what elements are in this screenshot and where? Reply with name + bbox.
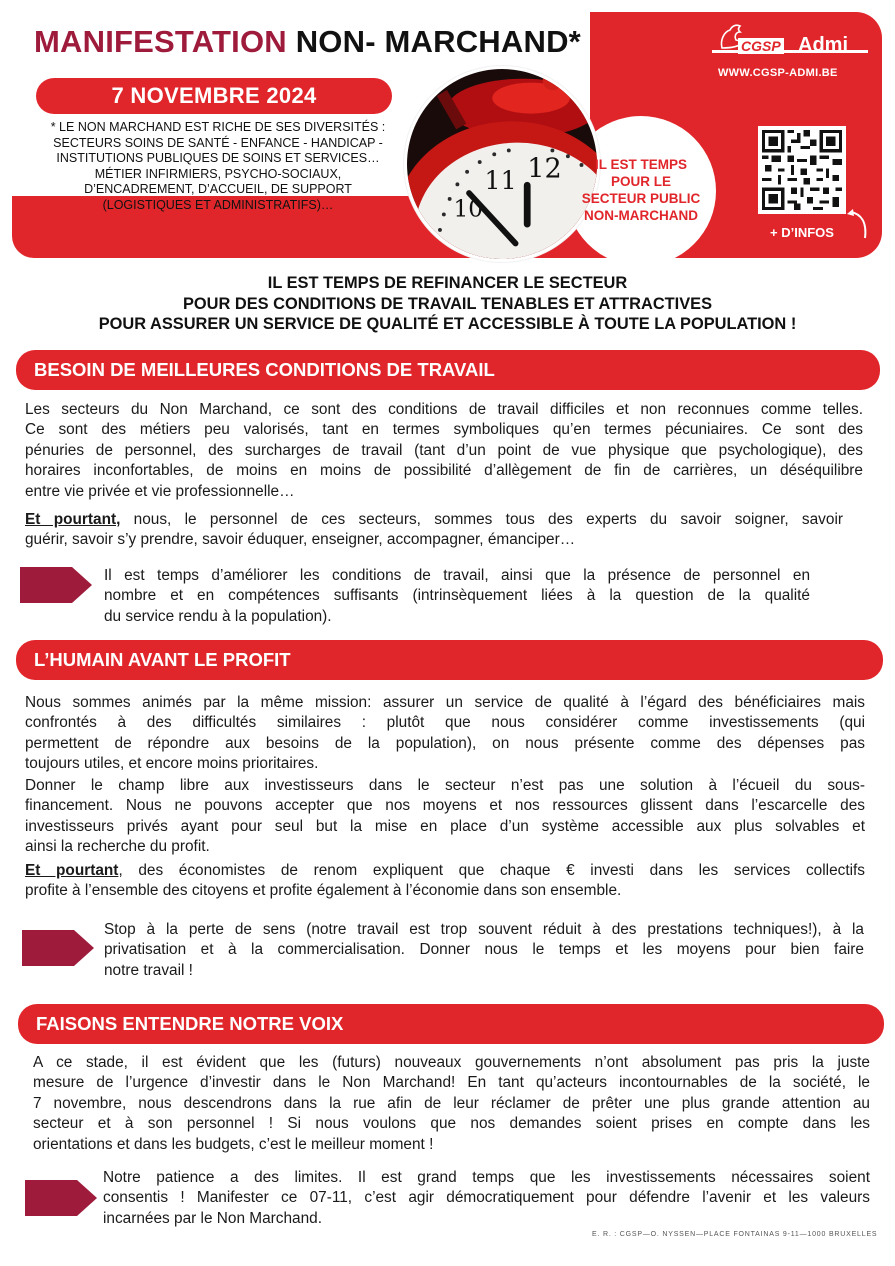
section-1-pourtant (25, 510, 843, 551)
section-title-voix: FAISONS ENTENDRE NOTRE VOIX (18, 1004, 884, 1044)
text-line: mesure de l’urgence d’investir dans le Non Marchand! En tant qu’acteurs incontournables de la société, le (33, 1074, 870, 1092)
title-part-manifestation: MANIFESTATION (34, 24, 287, 59)
sectors-note-line: MÉTIER INFIRMIERS, PSYCHO-SOCIAUX, (94, 166, 342, 181)
emphasis-et-pourtant: Et pourtant, (25, 511, 121, 528)
section-2-pourtant (25, 861, 865, 902)
date-badge: 7 NOVEMBRE 2024 (36, 78, 392, 114)
headline-line: IL EST TEMPS DE REFINANCER LE SECTEUR (267, 274, 628, 292)
text-line: ainsi la recherche du profit. (25, 838, 210, 856)
logo-admi: Admi (798, 34, 848, 56)
logo-cgsp: CGSP (738, 38, 784, 54)
time-message-line: SECTEUR PUBLIC (581, 191, 701, 206)
publisher-footer: E. R. : CGSP—O. NYSSEN—PLACE FONTAINAS 9-11—1000 BRUXELLES (592, 1231, 878, 1238)
section-3-paragraph (33, 1053, 870, 1155)
curved-arrow-icon (845, 208, 871, 244)
time-message (578, 156, 704, 224)
text-line: Donner le champ libre aux investisseurs dans le secteur n’est pas une solution à l’écueil du sous- (25, 777, 865, 794)
text-line: financement. Nous ne pouvons accepter que nos moyens et nos ressources glissent dans l’escarcelle des (25, 797, 865, 815)
alarm-clock-icon (404, 66, 600, 262)
pentagon-arrow-icon (22, 930, 94, 966)
website-link[interactable]: WWW.CGSP-ADMI.BE (718, 67, 838, 79)
section-1-callout (104, 566, 810, 627)
text-line: nous, le personnel de ces secteurs, sommes tous des experts du savoir soigner, savoir (120, 511, 843, 528)
text-line: nombre et en compétences suffisants (intrinsèquement liées à la question de la qualité (104, 587, 810, 605)
headline-line: POUR ASSURER UN SERVICE DE QUALITÉ ET ACCESSIBLE À TOUTE LA POPULATION ! (98, 315, 797, 333)
text-line: guérir, savoir s’y prendre, savoir éduquer, enseigner, accompagner, émanciper… (25, 531, 576, 549)
section-3-callout (103, 1168, 870, 1229)
sectors-note (32, 120, 404, 214)
headline (0, 273, 895, 335)
text-line: profite à l’ensemble des citoyens et profite également à l’économie dans son ensemble. (25, 882, 622, 900)
text-line: notre travail ! (104, 961, 193, 979)
text-line: toujours utiles, et encore moins prioritaires. (25, 755, 319, 773)
time-message-line: POUR LE (610, 174, 671, 189)
text-line: , des économistes de renom expliquent que chaque € investi dans les services collectifs (118, 862, 865, 879)
text-line: Stop à la perte de sens (notre travail est trop souvent réduit à des prestations techniques!), à la (104, 921, 864, 938)
time-message-line: IL EST TEMPS (594, 157, 687, 172)
text-line: investisseurs privés ayant pour seul but la mise en place d’un système accessible aux plus solvables et (25, 817, 865, 835)
sectors-note-line: INSTITUTIONS PUBLIQUES DE SOINS ET SERVICES… (56, 151, 380, 166)
text-line: permettent de répondre aux besoins de la population), on nous présente comme des dépenses pas (25, 734, 865, 752)
text-line: Les secteurs du Non Marchand, ce sont des conditions de travail difficiles et non reconnues comme telles. (25, 401, 863, 418)
text-line: Il est temps d’améliorer les conditions de travail, ainsi que la présence de personnel en (104, 567, 810, 584)
sectors-note-line: SECTEURS SOINS DE SANTÉ - ENFANCE - HANDICAP - (53, 135, 383, 150)
sectors-note-line: (LOGISTIQUES ET ADMINISTRATIFS)… (102, 197, 334, 212)
sectors-note-line: * LE NON MARCHAND EST RICHE DE SES DIVERSITÉS : (50, 120, 386, 134)
text-line: orientations et dans les budgets, c’est le meilleur moment ! (33, 1135, 434, 1153)
page-title (34, 24, 581, 60)
section-2-paragraph-1 (25, 693, 865, 775)
clock-number-11: 11 (484, 166, 517, 196)
text-line: entre vie privée et vie professionnelle… (25, 482, 295, 500)
text-line: horaires inconfortables, de moins en moins de possibilité d’allègement de fin de carrières, un déséquilibre (25, 462, 863, 480)
sectors-note-line: D’ENCADREMENT, D’ACCUEIL, DE SUPPORT (84, 182, 352, 197)
text-line: du service rendu à la population). (104, 607, 332, 625)
section-1-paragraph (25, 400, 863, 502)
text-line: confrontés à des difficultés similaires : plutôt que nous considérer comme investissements (qui (25, 714, 865, 732)
cgsp-admi-logo (712, 22, 872, 70)
title-part-non-marchand: NON- MARCHAND* (295, 24, 581, 59)
text-line: Nous sommes animés par la même mission: assurer un service de qualité à l’égard des bénéficiaires mais (25, 694, 865, 711)
text-line: pénuries de personnel, des surcharges de travail (tant d’un point de vue physique que psychologique), des (25, 441, 863, 459)
text-line: 7 novembre, nous descendrons dans la rue afin de leur réclamer de prêter une plus grande attention au (33, 1094, 870, 1112)
text-line: A ce stade, il est évident que les (futurs) nouveaux gouvernements n’ont absolument pas pris la juste (33, 1054, 870, 1071)
qr-code-icon[interactable] (758, 126, 846, 214)
section-2-paragraph-2 (25, 776, 865, 858)
more-info-label[interactable]: + D’INFOS (770, 225, 834, 240)
text-line: consentis ! Manifester ce 07-11, c’est agir démocratiquement pour défendre l’avenir et les valeurs (103, 1189, 870, 1207)
clock-number-12: 12 (527, 153, 562, 185)
headline-line: POUR DES CONDITIONS DE TRAVAIL TENABLES ET ATTRACTIVES (182, 294, 713, 313)
text-line: secteur et à son personnel ! Si nous voulons que nos demandes soient prises en compte dans les (33, 1115, 870, 1133)
section-title-humain: L’HUMAIN AVANT LE PROFIT (16, 640, 883, 680)
pentagon-arrow-icon (20, 567, 92, 603)
clock-number-10: 10 (453, 195, 484, 223)
emphasis-et-pourtant: Et pourtant (25, 862, 119, 879)
text-line: Ce sont des métiers peu valorisés, tant en termes symboliques qu’en termes pécuniaires. Ce sont des (25, 421, 863, 439)
time-message-line: NON-MARCHAND (584, 208, 698, 223)
pentagon-arrow-icon (25, 1180, 97, 1216)
text-line: incarnées par le Non Marchand. (103, 1209, 323, 1227)
text-line: Notre patience a des limites. Il est grand temps que les investissements nécessaires soient (103, 1169, 870, 1186)
text-line: privatisation et à la commercialisation. Donner nous le temps et les moyens pour bien faire (104, 941, 864, 959)
section-title-conditions: BESOIN DE MEILLEURES CONDITIONS DE TRAVAIL (16, 350, 880, 390)
section-2-callout (104, 920, 864, 981)
